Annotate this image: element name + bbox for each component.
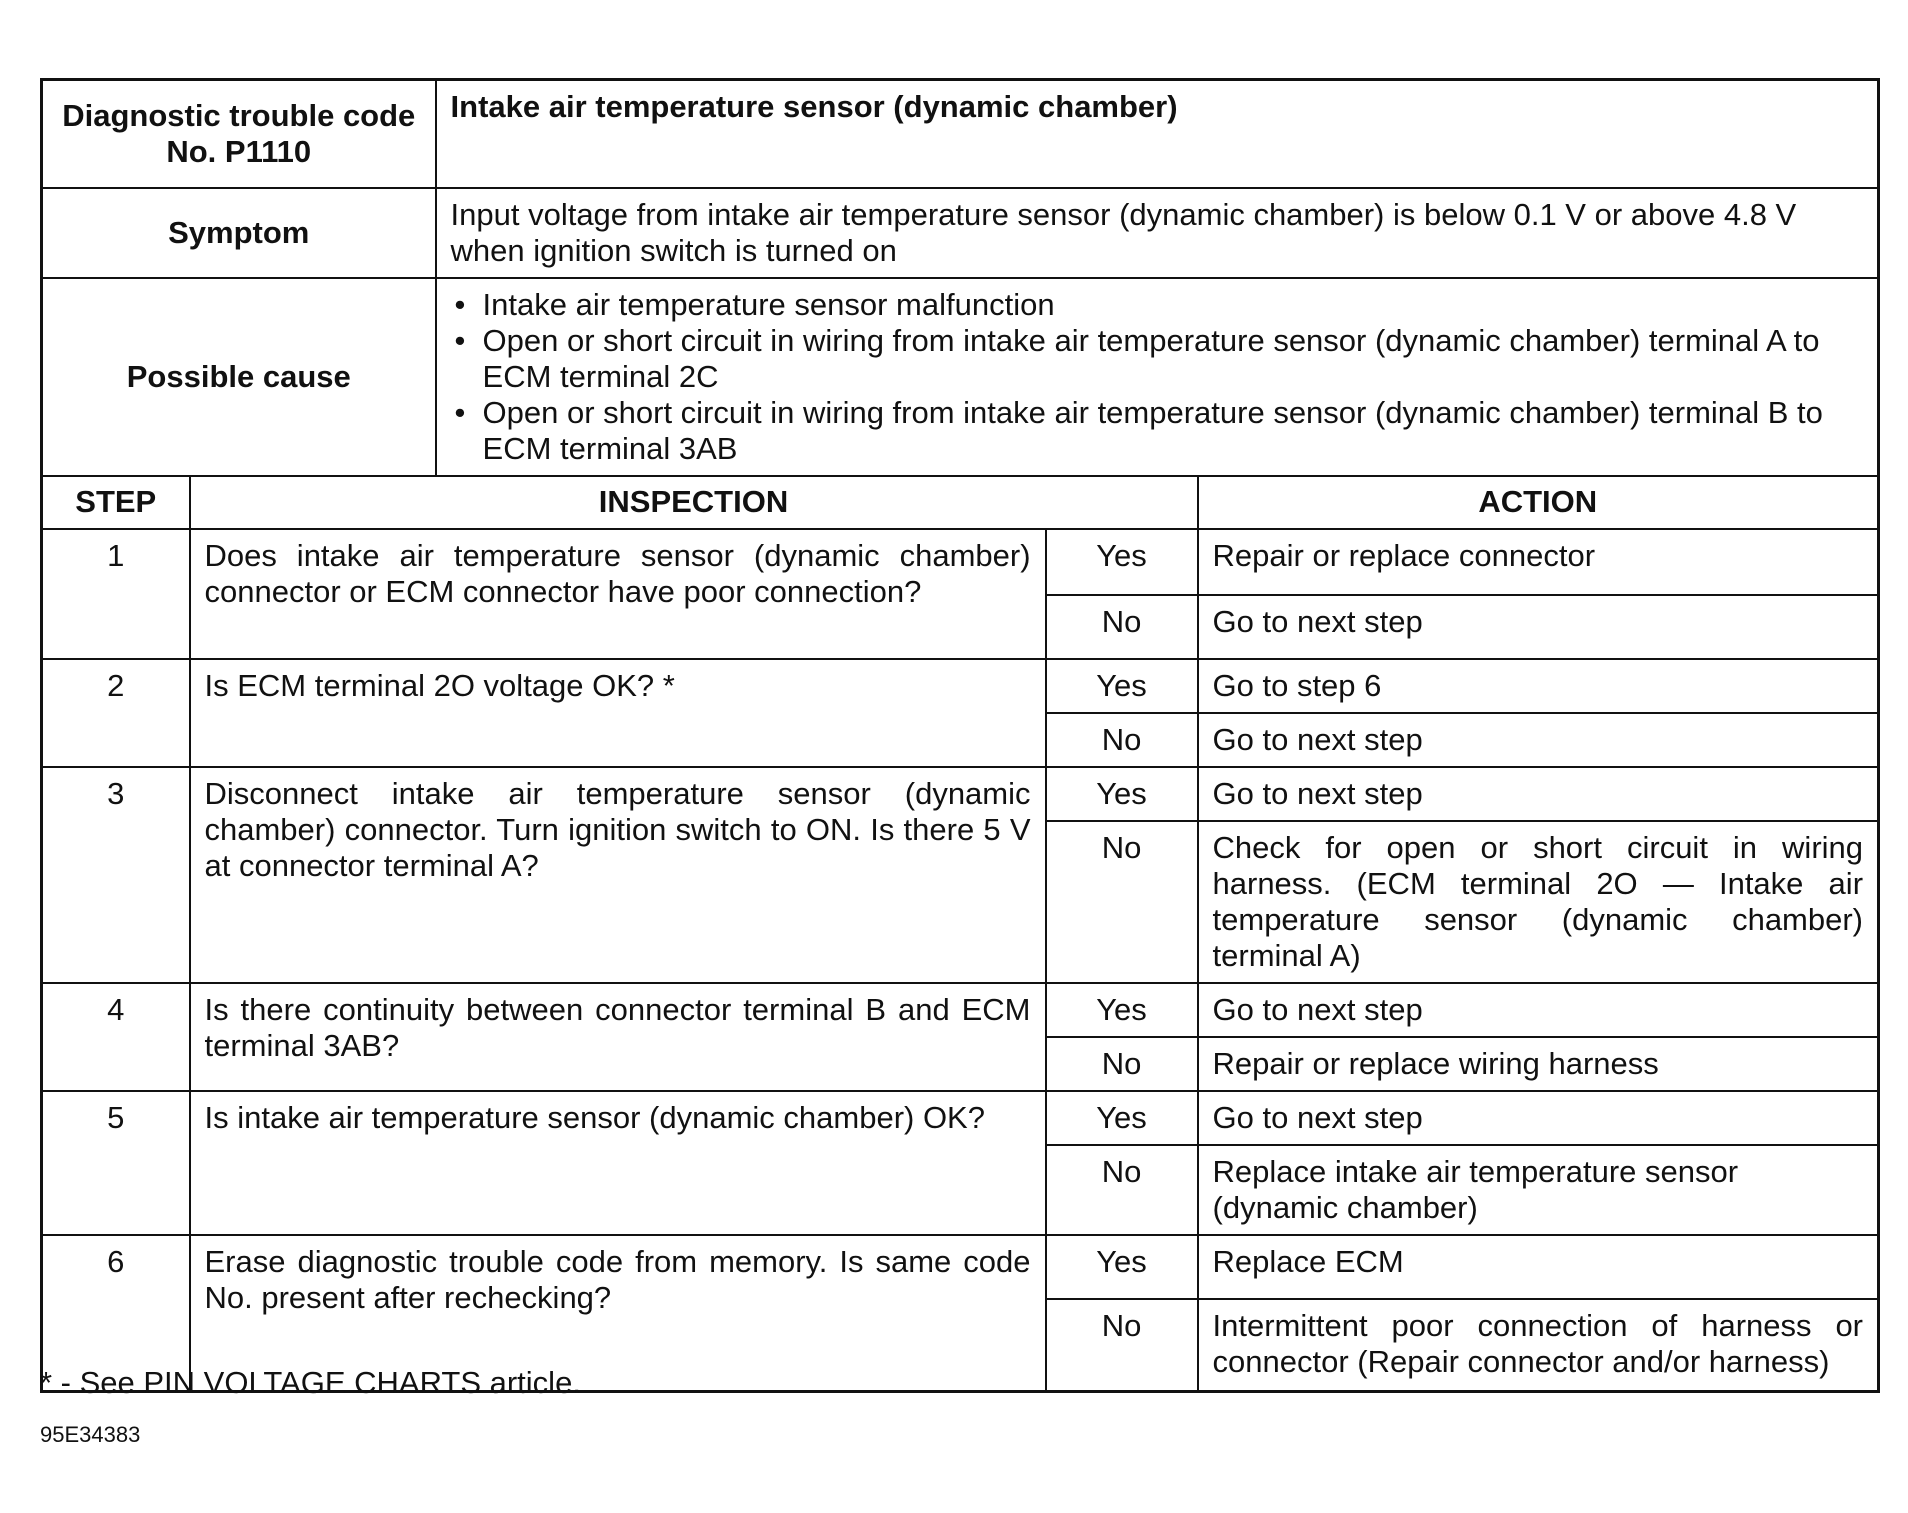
cause-item (451, 395, 1864, 467)
cause-text: Intake air temperature sensor malfunction (482, 286, 1055, 322)
dtc-table (40, 78, 1880, 1393)
table-row (42, 767, 1879, 821)
step-number: 1 (42, 529, 190, 659)
possible-cause-cell (436, 278, 1879, 476)
step-number: 5 (42, 1091, 190, 1235)
step-number: 6 (42, 1235, 190, 1392)
inspection-text: Is ECM terminal 2O voltage OK? * (190, 659, 1046, 767)
inspection-text: Does intake air temperature sensor (dynamic chamber) connector or ECM connector have poor connection? (190, 529, 1046, 659)
dtc-title: Intake air temperature sensor (dynamic chamber) (436, 80, 1879, 188)
yes-label: Yes (1046, 1091, 1198, 1145)
yes-label: Yes (1046, 659, 1198, 713)
step-number: 3 (42, 767, 190, 983)
cause-text: Open or short circuit in wiring from intake air temperature sensor (dynamic chamber) terminal B to ECM terminal 3AB (482, 394, 1823, 466)
no-action: Replace intake air temperature sensor (dynamic chamber) (1198, 1145, 1879, 1235)
step-number: 2 (42, 659, 190, 767)
inspection-text: Is intake air temperature sensor (dynamic chamber) OK? (190, 1091, 1046, 1235)
cause-text: Open or short circuit in wiring from intake air temperature sensor (dynamic chamber) terminal A to ECM terminal 2C (482, 322, 1820, 394)
inspection-text: Disconnect intake air temperature sensor (dynamic chamber) connector. Turn ignition switch to ON. Is there 5 V at connector terminal A? (190, 767, 1046, 983)
no-label: No (1046, 713, 1198, 767)
table-row (42, 659, 1879, 713)
yes-action: Repair or replace connector (1198, 529, 1879, 595)
symptom-row (42, 188, 1879, 278)
action-column-header: ACTION (1198, 476, 1879, 529)
no-label: No (1046, 1037, 1198, 1091)
no-label: No (1046, 595, 1198, 659)
diagnostic-chart (40, 78, 1877, 1393)
table-row (42, 529, 1879, 595)
no-action: Intermittent poor connection of harness or connector (Repair connector and/or harness) (1198, 1299, 1879, 1392)
possible-cause-label: Possible cause (42, 278, 436, 476)
bullet-icon: • (454, 322, 466, 358)
no-action: Go to next step (1198, 595, 1879, 659)
table-row (42, 1091, 1879, 1145)
yes-action: Replace ECM (1198, 1235, 1879, 1299)
table-row (42, 1235, 1879, 1299)
symptom-text: Input voltage from intake air temperature sensor (dynamic chamber) is below 0.1 V or above 4.8 V when ignition switch is turned on (436, 188, 1879, 278)
step-number: 4 (42, 983, 190, 1091)
yes-label: Yes (1046, 1235, 1198, 1299)
step-column-header: STEP (42, 476, 190, 529)
inspection-column-header: INSPECTION (190, 476, 1198, 529)
bullet-icon: • (454, 286, 466, 322)
possible-cause-list (451, 287, 1864, 467)
possible-cause-row (42, 278, 1879, 476)
cause-item (451, 323, 1864, 395)
yes-label: Yes (1046, 529, 1198, 595)
dtc-code-label: Diagnostic trouble code No. P1110 (42, 80, 436, 188)
inspection-text: Is there continuity between connector terminal B and ECM terminal 3AB? (190, 983, 1046, 1091)
column-header-row (42, 476, 1879, 529)
footnote: * - See PIN VOLTAGE CHARTS article. (40, 1365, 581, 1400)
yes-action: Go to step 6 (1198, 659, 1879, 713)
yes-action: Go to next step (1198, 767, 1879, 821)
dtc-header-row (42, 80, 1879, 188)
inspection-text: Erase diagnostic trouble code from memory. Is same code No. present after rechecking? (190, 1235, 1046, 1392)
no-action: Repair or replace wiring harness (1198, 1037, 1879, 1091)
bullet-icon: • (454, 394, 466, 430)
no-label: No (1046, 1145, 1198, 1235)
no-action: Check for open or short circuit in wiring harness. (ECM terminal 2O — Intake air temperature sensor (dynamic chamber) terminal A) (1198, 821, 1879, 983)
no-label: No (1046, 1299, 1198, 1392)
figure-id: 95E34383 (40, 1422, 141, 1447)
yes-action: Go to next step (1198, 983, 1879, 1037)
no-label: No (1046, 821, 1198, 983)
cause-item (451, 287, 1864, 323)
yes-action: Go to next step (1198, 1091, 1879, 1145)
yes-label: Yes (1046, 767, 1198, 821)
no-action: Go to next step (1198, 713, 1879, 767)
symptom-label: Symptom (42, 188, 436, 278)
table-row (42, 983, 1879, 1037)
yes-label: Yes (1046, 983, 1198, 1037)
